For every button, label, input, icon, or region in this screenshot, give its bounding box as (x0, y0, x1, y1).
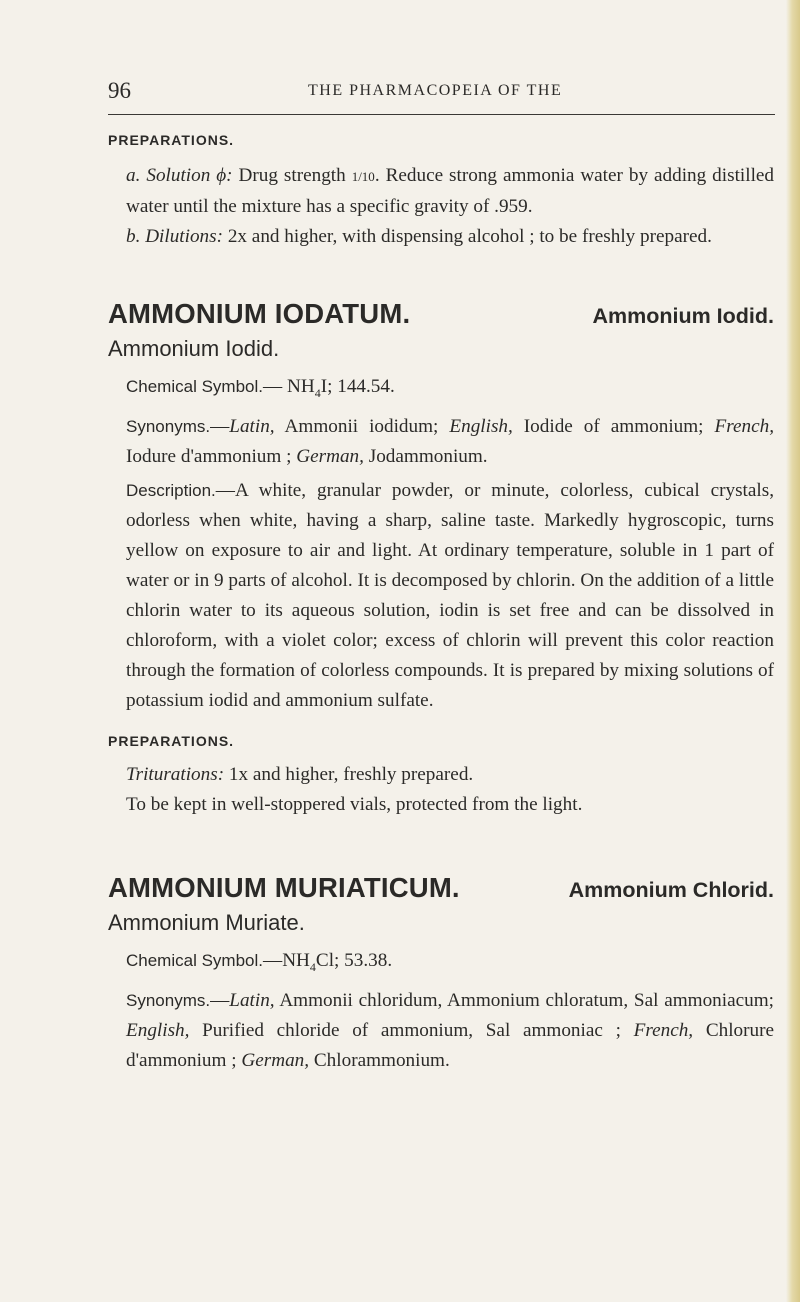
muriaticum-syn-latin: Ammonii chloridum, Ammonium chloratum, Sal ammoniacum; (279, 989, 774, 1011)
iodatum-description (108, 476, 774, 716)
muriaticum-symbol-sub: 4 (309, 959, 316, 974)
prep-b-label: b. (126, 226, 141, 247)
iodatum-alt-name: Ammonium Iodid. (592, 304, 774, 328)
running-head (0, 78, 800, 108)
muriaticum-symbol-pre: —NH (263, 949, 310, 971)
muriaticum-symbol-post: Cl; 53.38. (315, 949, 393, 971)
prep-a-text-2: Reduce strong ammonia water by adding distilled water until the mixture has a specific gravity of .959. (126, 165, 775, 217)
iodatum-keep-note: To be kept in well-stoppered vials, protected from the light. (126, 793, 583, 815)
page-number: 96 (108, 78, 131, 103)
iodatum-trit-term: Triturations: (126, 763, 225, 785)
muriaticum-synonyms: Synonyms.—Latin, Ammonii chloridum, Ammonium chloratum, Sal ammoniacum; English, Purified chloride of ammonium, Sal ammoniac ; French, Chlorure d'ammonium ; German, Chlorammonium. (126, 989, 775, 1071)
prep-b-text: 2x and higher, with dispensing alcohol ; to be freshly prepared. (227, 226, 712, 247)
muriaticum-alt-name: Ammonium Chlorid. (568, 877, 774, 902)
iodatum-symbol-post: I; 144.54. (320, 376, 395, 397)
preparations-heading: PREPARATIONS. (108, 132, 235, 148)
iodatum-synonyms: Synonyms.—Latin, Ammonii iodidum; English, Iodide of ammonium; French, Iodure d'ammonium ; German, Jodammonium. (126, 415, 774, 467)
prep-a-text-1: Drug strength (238, 165, 346, 186)
muriaticum-heading-row (108, 872, 774, 904)
prep-a-fraction: 1/10 (351, 169, 375, 184)
muriaticum-symbol-label: Chemical Symbol. (126, 950, 263, 970)
muriaticum-symbol (108, 946, 774, 982)
iodatum-syn-german: Jodammonium. (368, 445, 488, 467)
iodatum-heading-row (108, 298, 774, 330)
iodatum-syn-latin-label: Latin, (229, 415, 275, 437)
iodatum-symbol-label: Chemical Symbol. (126, 377, 263, 396)
iodatum-syn-french-label: French, (714, 415, 774, 437)
muriaticum-title: AMMONIUM MURIATICUM. (108, 871, 460, 903)
header-rule (108, 114, 775, 115)
muriaticum-subtitle: Ammonium Muriate. (108, 909, 305, 935)
muriaticum-syn-english-label: English, (126, 1019, 190, 1041)
muriaticum-syn-label: Synonyms. (126, 990, 211, 1010)
prep-a-term: Solution ϕ: (146, 165, 233, 186)
muriaticum-syn-german-label: German, (241, 1049, 310, 1071)
iodatum-triturations (108, 760, 774, 790)
page-edge (786, 0, 800, 1302)
iodatum-syn-english-label: English, (449, 415, 513, 437)
running-title: THE PHARMACOPEIA OF THE (308, 82, 563, 99)
preparation-a: a. Solution ϕ: Drug strength 1/10. Reduce strong ammonia water by adding distilled water until the mixture has a specific gravity of .959. (126, 165, 775, 217)
iodatum-syn-english: Iodide of ammonium; (523, 415, 704, 437)
iodatum-subtitle: Ammonium Iodid. (108, 336, 280, 361)
prep-a-label: a. (126, 165, 141, 186)
iodatum-desc-label: Description. (126, 480, 216, 500)
iodatum-syn-french: Iodure d'ammonium ; (126, 445, 292, 467)
iodatum-syn-latin: Ammonii iodidum; (284, 415, 439, 437)
iodatum-preparations-heading: PREPARATIONS. (108, 732, 235, 749)
preparation-b (108, 222, 774, 252)
muriaticum-syn-latin-label: Latin, (229, 989, 275, 1011)
iodatum-desc-text: —A white, granular powder, or minute, colorless, cubical crystals, odorless when white, having a sharp, saline taste. Markedly hygroscopic, turns yellow on exposure to air and light. At ordinary temperature, soluble in 1 part of water or in 9 parts of alcohol. It is decomposed by chlorin. On the addition of a little chlorin water to its aqueous solution, iodin is set free and can be dissolved in chloroform, with a violet color; excess of chlorin will prevent this color reaction through the formation of colorless compounds. It is prepared by mixing solutions of potassium iodid and ammonium sulfate. (126, 479, 774, 711)
page-content (108, 125, 774, 1076)
iodatum-syn-german-label: German, (296, 445, 364, 467)
muriaticum-syn-english: Purified chloride of ammonium, Sal ammoniac ; (202, 1019, 621, 1041)
iodatum-syn-label: Synonyms. (126, 416, 211, 436)
iodatum-symbol-sub: 4 (314, 385, 321, 400)
muriaticum-syn-french-label: French, (633, 1019, 694, 1041)
iodatum-symbol (108, 372, 774, 408)
iodatum-title: AMMONIUM IODATUM. (108, 298, 411, 329)
muriaticum-syn-german: Chlorammonium. (313, 1049, 450, 1071)
prep-b-term: Dilutions: (145, 226, 224, 247)
iodatum-trit-text: 1x and higher, freshly prepared. (228, 763, 474, 785)
muriaticum-syn-french: Chlorure d'ammonium ; (126, 1019, 775, 1071)
iodatum-symbol-pre: — NH (263, 376, 315, 397)
